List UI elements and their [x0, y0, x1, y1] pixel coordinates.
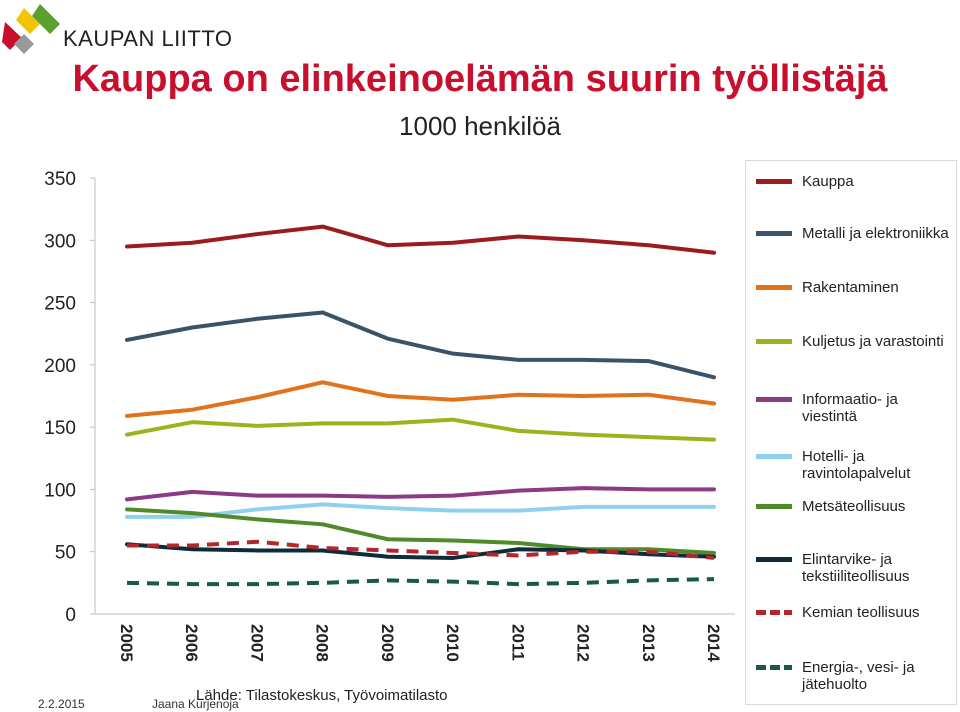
- legend-item: [756, 333, 952, 350]
- series-line-4: [127, 488, 714, 499]
- y-tick-label: 150: [44, 418, 76, 440]
- legend-swatch: [756, 454, 792, 459]
- legend-swatch: [756, 557, 792, 562]
- series-line-3: [127, 420, 714, 440]
- series-line-9: [127, 579, 714, 584]
- legend-swatch: [756, 339, 792, 344]
- legend-swatch: [756, 285, 792, 290]
- legend-item: [756, 173, 952, 190]
- legend-item: [756, 604, 952, 621]
- y-tick-label: 350: [44, 169, 76, 190]
- legend-label: Metalli ja elektroniikka: [802, 225, 949, 242]
- page-title: Kauppa on elinkeinoelämän suurin työllistäjä: [72, 58, 888, 100]
- x-tick-label: 2013: [638, 624, 658, 662]
- footer-date: 2.2.2015: [38, 697, 85, 711]
- x-tick-label: 2014: [704, 624, 723, 662]
- series-lines: [127, 227, 714, 585]
- legend-item: [756, 279, 952, 296]
- legend-label: Rakentaminen: [802, 279, 899, 296]
- legend-label: Kauppa: [802, 173, 854, 190]
- y-tick-label: 200: [44, 355, 76, 377]
- x-tick-label: 2012: [573, 624, 593, 662]
- legend-label: Kuljetus ja varastointi: [802, 333, 944, 350]
- legend-label: Metsäteollisuus: [802, 498, 906, 515]
- legend-item: [756, 225, 952, 242]
- y-tick-label: 300: [44, 231, 76, 253]
- legend-label: Kemian teollisuus: [802, 604, 920, 621]
- x-axis-ticks: [117, 624, 723, 662]
- legend-item: [756, 498, 952, 515]
- footer-source: Lähde: Tilastokeskus, Työvoimatilasto: [196, 687, 448, 704]
- legend-item: [756, 391, 952, 425]
- x-tick-label: 2006: [182, 624, 202, 662]
- series-line-2: [127, 382, 714, 416]
- x-tick-label: 2008: [312, 624, 332, 662]
- legend-swatch: [756, 610, 792, 615]
- series-line-1: [127, 313, 714, 378]
- y-axis-ticks: [44, 169, 95, 626]
- legend-swatch: [756, 231, 792, 236]
- y-tick-label: 250: [44, 293, 76, 315]
- legend-swatch: [756, 504, 792, 509]
- legend-label: Hotelli- ja ravintolapalvelut: [802, 448, 911, 482]
- x-tick-label: 2005: [117, 624, 136, 662]
- legend-item: [756, 551, 952, 585]
- x-tick-label: 2007: [247, 624, 267, 662]
- x-tick-label: 2010: [443, 624, 463, 662]
- chart-legend: [745, 160, 957, 705]
- legend-label: Informaatio- ja viestintä: [802, 391, 898, 425]
- logo-text: KAUPAN LIITTO: [63, 26, 233, 51]
- series-line-0: [127, 227, 714, 253]
- footer-author: Jaana Kurjenoja: [152, 697, 239, 711]
- legend-swatch: [756, 179, 792, 184]
- legend-swatch: [756, 665, 792, 670]
- legend-swatch: [756, 397, 792, 402]
- legend-item: [756, 659, 952, 693]
- x-tick-label: 2009: [377, 624, 397, 662]
- series-line-7: [127, 544, 714, 558]
- legend-label: Energia-, vesi- ja jätehuolto: [802, 659, 915, 693]
- y-tick-label: 100: [44, 480, 76, 502]
- legend-item: [756, 448, 952, 482]
- x-tick-label: 2011: [508, 624, 528, 661]
- page-subtitle: 1000 henkilöä: [399, 111, 561, 141]
- series-line-6: [127, 509, 714, 553]
- y-tick-label: 50: [54, 542, 76, 564]
- y-tick-label: 0: [65, 605, 76, 626]
- legend-label: Elintarvike- ja tekstiiliteollisuus: [802, 551, 910, 585]
